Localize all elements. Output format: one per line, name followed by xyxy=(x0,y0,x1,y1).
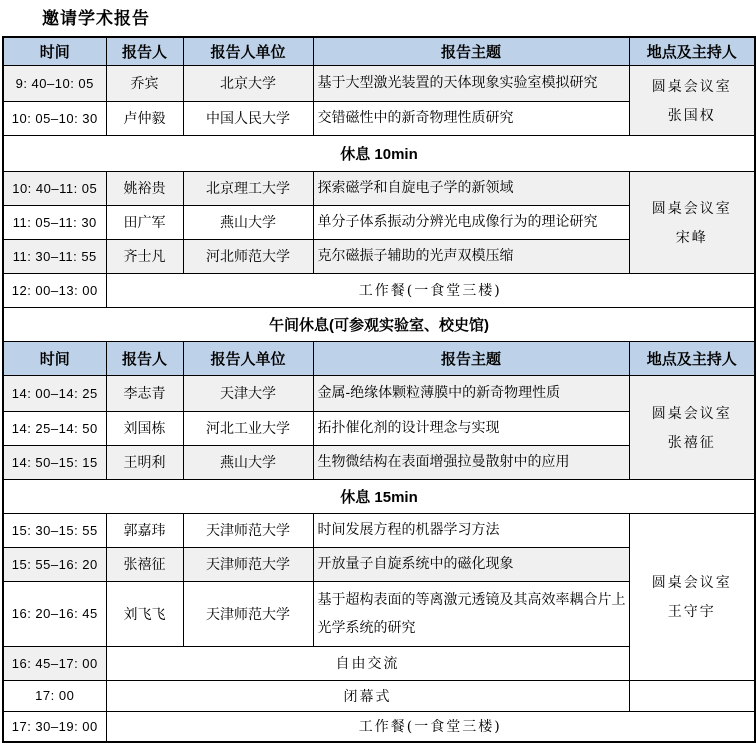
column-header-venue: 地点及主持人 xyxy=(629,37,755,65)
noon-break-label: 午间休息(可参观实验室、校史馆) xyxy=(3,307,755,341)
affiliation-cell: 中国人民大学 xyxy=(183,101,313,135)
venue-room: 圆桌会议室 xyxy=(651,575,732,591)
topic-cell: 基于大型激光装置的天体现象实验室模拟研究 xyxy=(313,65,629,101)
venue-cell-empty xyxy=(629,680,755,711)
affiliation-cell: 天津大学 xyxy=(183,375,313,411)
affiliation-cell: 北京大学 xyxy=(183,65,313,101)
topic-cell: 交错磁性中的新奇物理性质研究 xyxy=(313,101,629,135)
venue-cell xyxy=(629,513,755,680)
time-cell: 14: 25–14: 50 xyxy=(3,411,106,445)
page-title: 邀请学术报告 xyxy=(42,9,150,28)
topic-cell: 探索磁学和自旋电子学的新领域 xyxy=(313,171,629,205)
table-row xyxy=(3,513,755,547)
column-header-speaker: 报告人 xyxy=(106,37,183,65)
speaker-cell: 刘国栋 xyxy=(106,411,183,445)
affiliation-cell: 河北工业大学 xyxy=(183,411,313,445)
column-header-topic: 报告主题 xyxy=(313,37,629,65)
schedule-table xyxy=(2,36,756,743)
table-header-row xyxy=(3,37,755,65)
venue-room: 圆桌会议室 xyxy=(651,405,732,422)
time-cell: 16: 20–16: 45 xyxy=(3,581,106,646)
table-header-row xyxy=(3,341,755,375)
column-header-venue: 地点及主持人 xyxy=(629,341,755,375)
time-cell: 11: 30–11: 55 xyxy=(3,239,106,273)
noon-break-row xyxy=(3,307,755,341)
break-row xyxy=(3,479,755,513)
column-header-time: 时间 xyxy=(3,341,106,375)
topic-cell: 时间发展方程的机器学习方法 xyxy=(313,513,629,547)
time-cell: 17: 00 xyxy=(3,680,106,711)
speaker-cell: 李志青 xyxy=(106,375,183,411)
speaker-cell: 齐士凡 xyxy=(106,239,183,273)
venue-cell xyxy=(629,65,755,135)
venue-host: 王守宇 xyxy=(667,604,716,620)
topic-cell: 生物微结构在表面增强拉曼散射中的应用 xyxy=(313,445,629,479)
affiliation-cell: 北京理工大学 xyxy=(183,171,313,205)
column-header-speaker: 报告人 xyxy=(106,341,183,375)
closing-row xyxy=(3,680,755,711)
topic-cell: 拓扑催化剂的设计理念与实现 xyxy=(313,411,629,445)
topic-cell: 单分子体系振动分辨光电成像行为的理论研究 xyxy=(313,205,629,239)
table-row xyxy=(3,375,755,411)
speaker-cell: 卢仲毅 xyxy=(106,101,183,135)
topic-cell: 开放量子自旋系统中的磁化现象 xyxy=(313,547,629,581)
venue-host: 张国权 xyxy=(667,107,716,124)
affiliation-cell: 天津师范大学 xyxy=(183,581,313,646)
topic-cell: 基于超构表面的等离激元透镜及其高效率耦合片上光学系统的研究 xyxy=(313,581,629,646)
time-cell: 17: 30–19: 00 xyxy=(3,711,106,742)
table-row xyxy=(3,65,755,101)
affiliation-cell: 天津师范大学 xyxy=(183,547,313,581)
venue-room: 圆桌会议室 xyxy=(651,78,732,95)
speaker-cell: 田广军 xyxy=(106,205,183,239)
time-cell: 11: 05–11: 30 xyxy=(3,205,106,239)
venue-cell xyxy=(629,171,755,273)
break-row xyxy=(3,135,755,171)
speaker-cell: 张禧征 xyxy=(106,547,183,581)
affiliation-cell: 燕山大学 xyxy=(183,445,313,479)
column-header-affiliation: 报告人单位 xyxy=(183,37,313,65)
affiliation-cell: 天津师范大学 xyxy=(183,513,313,547)
lunch-label: 工作餐(一食堂三楼) xyxy=(106,273,755,307)
morning-break-label: 休息 10min xyxy=(3,135,755,171)
speaker-cell: 郭嘉玮 xyxy=(106,513,183,547)
lunch-row xyxy=(3,273,755,307)
time-cell: 15: 30–15: 55 xyxy=(3,513,106,547)
dinner-row xyxy=(3,711,755,742)
time-cell: 14: 50–15: 15 xyxy=(3,445,106,479)
closing-label: 闭幕式 xyxy=(106,680,629,711)
column-header-affiliation: 报告人单位 xyxy=(183,341,313,375)
speaker-cell: 乔宾 xyxy=(106,65,183,101)
time-cell: 15: 55–16: 20 xyxy=(3,547,106,581)
venue-cell xyxy=(629,375,755,479)
affiliation-cell: 河北师范大学 xyxy=(183,239,313,273)
venue-host: 张禧征 xyxy=(667,434,716,451)
time-cell: 10: 40–11: 05 xyxy=(3,171,106,205)
column-header-topic: 报告主题 xyxy=(313,341,629,375)
topic-cell: 克尔磁振子辅助的光声双模压缩 xyxy=(313,239,629,273)
topic-cell: 金属-绝缘体颗粒薄膜中的新奇物理性质 xyxy=(313,375,629,411)
table-row xyxy=(3,171,755,205)
time-cell: 10: 05–10: 30 xyxy=(3,101,106,135)
column-header-time: 时间 xyxy=(3,37,106,65)
venue-host: 宋峰 xyxy=(675,229,708,246)
venue-room: 圆桌会议室 xyxy=(651,200,732,217)
time-cell: 14: 00–14: 25 xyxy=(3,375,106,411)
speaker-cell: 刘飞飞 xyxy=(106,581,183,646)
speaker-cell: 王明利 xyxy=(106,445,183,479)
time-cell: 16: 45–17: 00 xyxy=(3,646,106,680)
free-discussion-label: 自由交流 xyxy=(106,646,629,680)
dinner-label: 工作餐(一食堂三楼) xyxy=(106,711,755,742)
speaker-cell: 姚裕贵 xyxy=(106,171,183,205)
time-cell: 9: 40–10: 05 xyxy=(3,65,106,101)
time-cell: 12: 00–13: 00 xyxy=(3,273,106,307)
affiliation-cell: 燕山大学 xyxy=(183,205,313,239)
afternoon-break-label: 休息 15min xyxy=(3,479,755,513)
